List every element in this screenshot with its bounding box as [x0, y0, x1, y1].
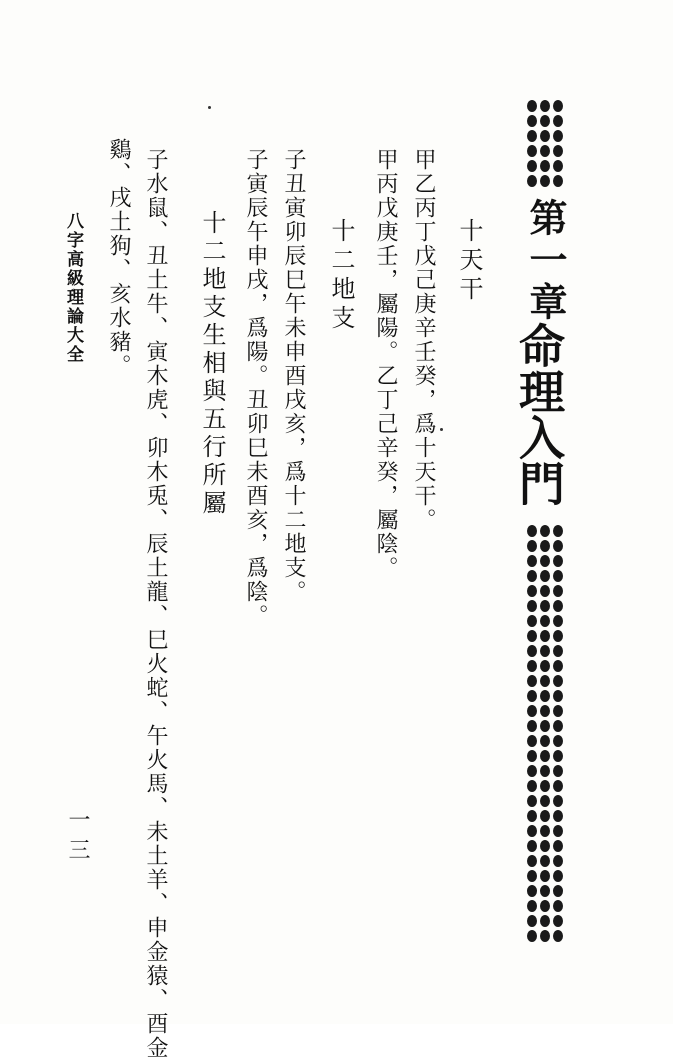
- section-heading-dizhi: 十二地支: [327, 218, 355, 334]
- ornament-bead: [553, 720, 563, 732]
- ornament-bead: [527, 175, 537, 187]
- ornament-bead: [540, 870, 550, 882]
- ornament-bead: [527, 780, 537, 792]
- ornament-bead: [527, 115, 537, 127]
- ornament-bead: [553, 780, 563, 792]
- ornament-bead: [527, 795, 537, 807]
- ornament-bead: [540, 930, 550, 942]
- ornament-bead: [553, 615, 563, 627]
- tiangan-line-1: 甲乙丙丁戊己庚辛壬癸，爲十天干。: [411, 148, 436, 532]
- ornament-bead: [527, 570, 537, 582]
- page-number: 一三: [65, 808, 90, 868]
- ornament-bead: [553, 705, 563, 717]
- ornament-bead: [553, 585, 563, 597]
- ornament-bead: [553, 540, 563, 552]
- ornament-bead: [527, 885, 537, 897]
- ornament-bead: [527, 915, 537, 927]
- ornament-bead: [527, 765, 537, 777]
- ornament-bead: [553, 675, 563, 687]
- ornament-bead: [553, 570, 563, 582]
- ornament-bead: [540, 540, 550, 552]
- ornament-bead: [540, 840, 550, 852]
- ornament-bead: [540, 720, 550, 732]
- ornament-bead: [553, 175, 563, 187]
- ornament-bottom: [527, 525, 565, 942]
- ornament-bead: [527, 720, 537, 732]
- ornament-bead: [540, 160, 550, 172]
- ornament-bead: [527, 660, 537, 672]
- ornament-bead: [553, 100, 563, 112]
- ornament-bead: [553, 915, 563, 927]
- ornament-bead: [540, 600, 550, 612]
- ornament-bead: [540, 525, 550, 537]
- section-heading-shengxiao: 十二地支生相與五行所屬: [198, 210, 226, 518]
- ornament-bead: [540, 750, 550, 762]
- shengxiao-line-2: 鷄、戌土狗、亥水豬。: [106, 138, 131, 378]
- ornament-top: [527, 100, 565, 187]
- ornament-bead: [540, 795, 550, 807]
- ornament-bead: [540, 175, 550, 187]
- shengxiao-line-1: 子水鼠、丑土牛、寅木虎、卯木兎、辰土龍、巳火蛇、午火馬、未土羊、申金猿、酉金: [143, 148, 168, 1060]
- ornament-bead: [553, 795, 563, 807]
- ornament-bead: [540, 885, 550, 897]
- ornament-bead: [553, 735, 563, 747]
- ornament-bead: [527, 525, 537, 537]
- ornament-bead: [527, 750, 537, 762]
- ornament-bead: [553, 600, 563, 612]
- ornament-bead: [540, 810, 550, 822]
- ornament-bead: [527, 615, 537, 627]
- ornament-bead: [540, 115, 550, 127]
- ornament-bead: [553, 160, 563, 172]
- dizhi-line-2: 子寅辰午申戌，爲陽。丑卯巳未酉亥，爲陰。: [243, 148, 268, 628]
- ornament-bead: [527, 540, 537, 552]
- ornament-bead: [540, 630, 550, 642]
- ornament-bead: [553, 900, 563, 912]
- ornament-bead: [527, 855, 537, 867]
- ornament-bead: [527, 585, 537, 597]
- ornament-bead: [540, 915, 550, 927]
- ornament-bead: [553, 130, 563, 142]
- ornament-bead: [540, 585, 550, 597]
- ornament-bead: [553, 660, 563, 672]
- ornament-bead: [540, 735, 550, 747]
- ornament-bead: [553, 115, 563, 127]
- ornament-bead: [553, 870, 563, 882]
- ornament-bead: [527, 735, 537, 747]
- ornament-bead: [540, 100, 550, 112]
- ornament-bead: [527, 555, 537, 567]
- ornament-bead: [540, 855, 550, 867]
- ornament-bead: [527, 825, 537, 837]
- ornament-bead: [553, 765, 563, 777]
- ornament-bead: [553, 750, 563, 762]
- ornament-bead: [540, 615, 550, 627]
- scan-speck: [440, 428, 443, 431]
- ornament-bead: [540, 780, 550, 792]
- ornament-bead: [527, 870, 537, 882]
- ornament-bead: [527, 900, 537, 912]
- ornament-bead: [527, 130, 537, 142]
- ornament-bead: [553, 930, 563, 942]
- ornament-bead: [553, 690, 563, 702]
- ornament-bead: [527, 630, 537, 642]
- ornament-bead: [553, 555, 563, 567]
- tiangan-line-2: 甲丙戊庚壬，屬陽。乙丁己辛癸，屬陰。: [373, 148, 398, 580]
- ornament-bead: [527, 675, 537, 687]
- ornament-bead: [553, 525, 563, 537]
- ornament-bead: [540, 660, 550, 672]
- ornament-bead: [527, 160, 537, 172]
- ornament-bead: [527, 645, 537, 657]
- ornament-bead: [527, 600, 537, 612]
- ornament-bead: [540, 705, 550, 717]
- ornament-bead: [540, 555, 550, 567]
- ornament-bead: [540, 145, 550, 157]
- ornament-bead: [553, 855, 563, 867]
- chapter-label: 第一章: [523, 198, 568, 324]
- ornament-bead: [527, 705, 537, 717]
- ornament-bead: [553, 810, 563, 822]
- chapter-title: 命理入門: [512, 322, 566, 506]
- ornament-bead: [527, 930, 537, 942]
- ornament-bead: [540, 675, 550, 687]
- ornament-bead: [527, 690, 537, 702]
- ornament-bead: [553, 840, 563, 852]
- section-heading-tiangan: 十天干: [455, 218, 483, 305]
- ornament-bead: [527, 810, 537, 822]
- ornament-bead: [553, 145, 563, 157]
- ornament-bead: [540, 570, 550, 582]
- ornament-bead: [540, 690, 550, 702]
- ornament-bead: [553, 825, 563, 837]
- ornament-bead: [540, 900, 550, 912]
- ornament-bead: [527, 145, 537, 157]
- dizhi-line-1: 子丑寅卯辰巳午未申酉戌亥，爲十二地支。: [281, 148, 306, 604]
- ornament-bead: [540, 130, 550, 142]
- ornament-bead: [527, 840, 537, 852]
- ornament-bead: [553, 630, 563, 642]
- ornament-bead: [540, 825, 550, 837]
- running-head: 八字高級理論大全: [63, 212, 83, 364]
- scan-speck: [208, 106, 211, 109]
- ornament-bead: [553, 885, 563, 897]
- ornament-bead: [527, 100, 537, 112]
- ornament-bead: [540, 765, 550, 777]
- ornament-bead: [540, 645, 550, 657]
- ornament-bead: [553, 645, 563, 657]
